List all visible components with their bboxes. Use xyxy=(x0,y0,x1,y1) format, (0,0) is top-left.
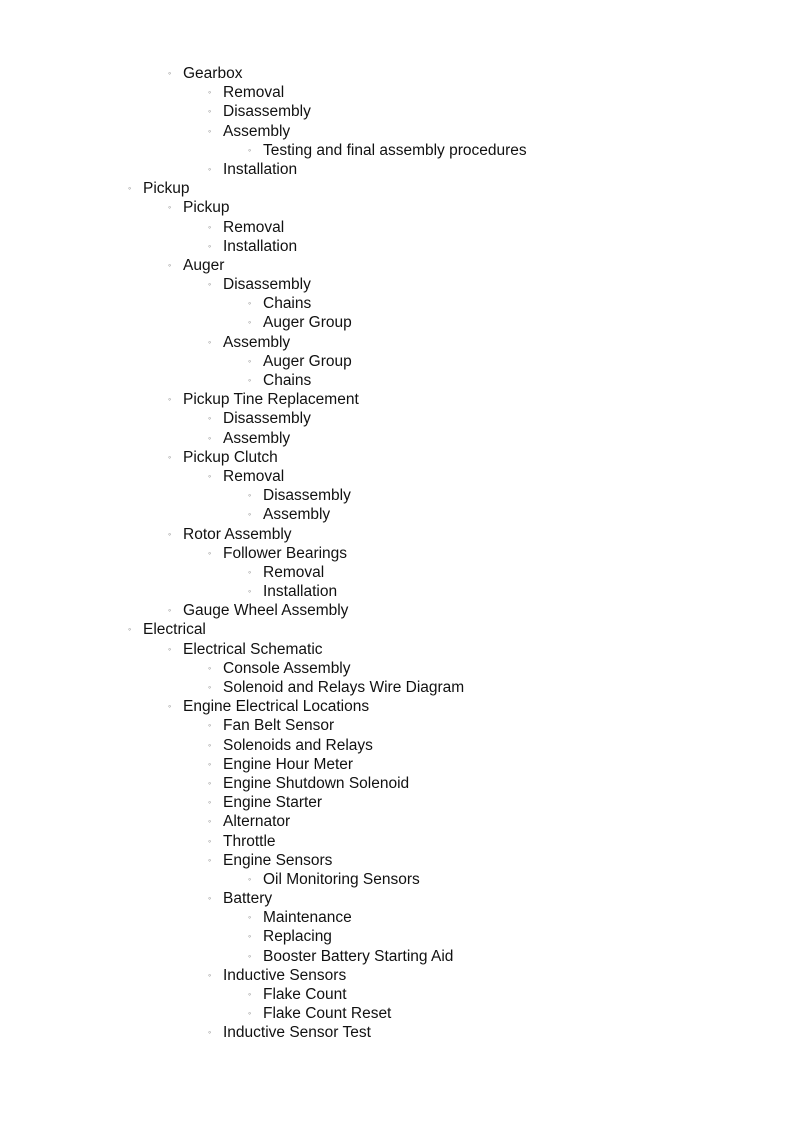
bullet-icon: ◦ xyxy=(208,413,212,424)
bullet-icon: ◦ xyxy=(248,317,252,328)
outline-item-text: Chains xyxy=(263,295,312,313)
bullet-icon: ◦ xyxy=(208,87,212,98)
outline-item-level-3[interactable] xyxy=(0,83,794,102)
outline-item-text: Inductive Sensor Test xyxy=(223,1024,371,1042)
bullet-icon: ◦ xyxy=(248,912,252,923)
outline-item-text: Gauge Wheel Assembly xyxy=(183,602,349,620)
bullet-icon: ◦ xyxy=(208,720,212,731)
outline-list xyxy=(0,64,794,1043)
bullet-icon: ◦ xyxy=(208,758,212,769)
bullet-icon: ◦ xyxy=(248,144,252,155)
outline-item-level-3[interactable] xyxy=(0,1023,794,1042)
outline-item-level-4[interactable] xyxy=(0,947,794,966)
outline-item-level-4[interactable] xyxy=(0,563,794,582)
bullet-icon: ◦ xyxy=(168,605,172,616)
outline-item-text: Pickup xyxy=(143,180,190,198)
outline-item-level-3[interactable] xyxy=(0,544,794,563)
outline-item-level-4[interactable] xyxy=(0,927,794,946)
bullet-icon: ◦ xyxy=(168,68,172,78)
outline-item-level-3[interactable] xyxy=(0,429,794,448)
outline-item-text: Pickup Clutch xyxy=(183,448,278,466)
outline-item-text: Pickup Tine Replacement xyxy=(183,391,359,409)
outline-item-level-3[interactable] xyxy=(0,409,794,428)
outline-item-level-4[interactable] xyxy=(0,505,794,524)
outline-item-level-3[interactable] xyxy=(0,889,794,908)
outline-item-level-3[interactable] xyxy=(0,755,794,774)
outline-item-level-3[interactable] xyxy=(0,774,794,793)
bullet-icon: ◦ xyxy=(248,355,252,366)
bullet-icon: ◦ xyxy=(208,125,212,136)
bullet-icon: ◦ xyxy=(208,739,212,750)
outline-item-text: Solenoids and Relays xyxy=(223,736,373,754)
outline-item-level-4[interactable] xyxy=(0,908,794,927)
outline-item-level-3[interactable] xyxy=(0,793,794,812)
bullet-icon: ◦ xyxy=(208,163,212,174)
bullet-icon: ◦ xyxy=(208,106,212,117)
outline-item-level-3[interactable] xyxy=(0,966,794,985)
outline-item-text: Engine Electrical Locations xyxy=(183,698,370,716)
outline-item-text: Assembly xyxy=(223,429,291,447)
outline-item-level-4[interactable] xyxy=(0,141,794,160)
outline-item-level-4[interactable] xyxy=(0,985,794,1004)
outline-item-text: Rotor Assembly xyxy=(183,525,292,543)
outline-item-text: Removal xyxy=(263,563,325,581)
outline-item-level-4[interactable] xyxy=(0,486,794,505)
bullet-icon: ◦ xyxy=(168,202,172,213)
bullet-icon: ◦ xyxy=(168,528,172,539)
bullet-icon: ◦ xyxy=(168,643,172,654)
outline-item-level-3[interactable] xyxy=(0,218,794,237)
bullet-icon: ◦ xyxy=(248,1008,252,1019)
outline-item-text: Engine Starter xyxy=(223,794,323,812)
outline-item-level-3[interactable] xyxy=(0,122,794,141)
outline-item-level-3[interactable] xyxy=(0,160,794,179)
bullet-icon: ◦ xyxy=(208,835,212,846)
outline-item-text: Solenoid and Relays Wire Diagram xyxy=(223,679,465,696)
bullet-icon: ◦ xyxy=(208,1027,212,1038)
outline-item-text: Assembly xyxy=(223,333,291,351)
outline-item-level-4[interactable] xyxy=(0,313,794,332)
bullet-icon: ◦ xyxy=(248,566,252,577)
outline-item-level-3[interactable] xyxy=(0,812,794,831)
outline-item-text: Disassembly xyxy=(223,103,311,121)
outline-item-text: Assembly xyxy=(223,122,291,140)
bullet-icon: ◦ xyxy=(248,931,252,942)
bullet-icon: ◦ xyxy=(208,547,212,558)
outline-item-text: Console Assembly xyxy=(223,659,351,677)
bullet-icon: ◦ xyxy=(248,873,252,884)
bullet-icon: ◦ xyxy=(208,432,212,443)
outline-item-level-2[interactable] xyxy=(0,601,794,620)
outline-item-level-3[interactable] xyxy=(0,851,794,870)
outline-item-text: Engine Hour Meter xyxy=(223,755,354,773)
outline-item-text: Disassembly xyxy=(223,410,311,428)
outline-item-text: Assembly xyxy=(263,506,331,524)
outline-item-level-4[interactable] xyxy=(0,352,794,371)
outline-item-level-2[interactable] xyxy=(0,390,794,409)
outline-item-level-2[interactable] xyxy=(0,198,794,217)
outline-item-level-3[interactable] xyxy=(0,678,794,697)
outline-item-level-4[interactable] xyxy=(0,371,794,390)
outline-item-level-3[interactable] xyxy=(0,716,794,735)
outline-item-text: Auger Group xyxy=(263,314,352,332)
bullet-icon: ◦ xyxy=(168,394,172,405)
outline-item-text: Flake Count Reset xyxy=(263,1005,392,1023)
bullet-icon: ◦ xyxy=(208,969,212,980)
outline-item-text: Auger xyxy=(183,256,225,274)
bullet-icon: ◦ xyxy=(168,259,172,270)
outline-item-text: Auger Group xyxy=(263,352,352,370)
bullet-icon: ◦ xyxy=(248,490,252,501)
bullet-icon: ◦ xyxy=(248,509,252,520)
outline-item-text: Fan Belt Sensor xyxy=(223,717,335,735)
bullet-icon: ◦ xyxy=(248,375,252,385)
bullet-icon: ◦ xyxy=(248,950,252,961)
outline-item-level-3[interactable] xyxy=(0,102,794,121)
outline-item-text: Engine Shutdown Solenoid xyxy=(223,774,410,792)
outline-item-text: Removal xyxy=(223,218,285,236)
bullet-icon: ◦ xyxy=(208,797,212,808)
outline-item-level-2[interactable] xyxy=(0,640,794,659)
bullet-icon: ◦ xyxy=(208,336,212,347)
outline-item-level-3[interactable] xyxy=(0,832,794,851)
outline-item-text: Chains xyxy=(263,372,312,389)
outline-item-text: Replacing xyxy=(263,928,332,946)
outline-item-text: Engine Sensors xyxy=(223,851,333,869)
outline-item-level-2[interactable] xyxy=(0,448,794,467)
outline-item-text: Disassembly xyxy=(263,487,351,505)
outline-item-text: Oil Monitoring Sensors xyxy=(263,870,420,888)
outline-item-level-2[interactable] xyxy=(0,256,794,275)
bullet-icon: ◦ xyxy=(168,451,172,462)
bullet-icon: ◦ xyxy=(168,701,172,712)
outline-item-text: Flake Count xyxy=(263,986,347,1003)
outline-item-text: Installation xyxy=(263,583,338,601)
outline-item-level-3[interactable] xyxy=(0,237,794,256)
outline-item-level-4[interactable] xyxy=(0,294,794,313)
outline-item-text: Removal xyxy=(223,84,285,102)
outline-item-text: Alternator xyxy=(223,813,291,831)
outline-item-text: Battery xyxy=(223,890,273,908)
outline-item-text: Installation xyxy=(223,237,298,255)
bullet-icon: ◦ xyxy=(208,777,212,788)
outline-item-text: Maintenance xyxy=(263,909,352,927)
outline-item-level-2[interactable] xyxy=(0,64,794,83)
outline-item-level-3[interactable] xyxy=(0,467,794,486)
bullet-icon: ◦ xyxy=(128,624,132,635)
outline-item-text: Testing and final assembly procedures xyxy=(263,141,527,159)
outline-item-level-4[interactable] xyxy=(0,870,794,889)
outline-item-text: Booster Battery Starting Aid xyxy=(263,947,454,965)
outline-item-level-3[interactable] xyxy=(0,275,794,294)
outline-item-text: Installation xyxy=(223,160,298,178)
bullet-icon: ◦ xyxy=(248,298,252,309)
outline-item-text: Electrical Schematic xyxy=(183,640,323,658)
outline-item-text: Disassembly xyxy=(223,276,311,294)
bullet-icon: ◦ xyxy=(128,183,132,194)
bullet-icon: ◦ xyxy=(208,279,212,290)
outline-item-text: Throttle xyxy=(223,832,276,850)
bullet-icon: ◦ xyxy=(208,662,212,673)
outline-item-level-4[interactable] xyxy=(0,1004,794,1023)
outline-item-level-2[interactable] xyxy=(0,697,794,716)
bullet-icon: ◦ xyxy=(248,989,252,999)
outline-item-text: Inductive Sensors xyxy=(223,966,347,984)
bullet-icon: ◦ xyxy=(208,816,212,827)
bullet-icon: ◦ xyxy=(208,893,212,904)
outline-item-text: Electrical xyxy=(143,621,206,639)
bullet-icon: ◦ xyxy=(208,221,212,232)
outline-item-level-1[interactable] xyxy=(0,179,794,198)
bullet-icon: ◦ xyxy=(208,470,212,481)
outline-item-level-4[interactable] xyxy=(0,582,794,601)
outline-item-level-3[interactable] xyxy=(0,736,794,755)
outline-item-level-2[interactable] xyxy=(0,525,794,544)
outline-item-level-3[interactable] xyxy=(0,333,794,352)
bullet-icon: ◦ xyxy=(248,586,252,597)
outline-item-text: Gearbox xyxy=(183,65,243,82)
outline-item-level-1[interactable] xyxy=(0,620,794,639)
bullet-icon: ◦ xyxy=(208,682,212,692)
outline-item-text: Pickup xyxy=(183,199,230,217)
outline-item-level-3[interactable] xyxy=(0,659,794,678)
outline-item-text: Removal xyxy=(223,467,285,485)
outline-item-text: Follower Bearings xyxy=(223,544,348,562)
bullet-icon: ◦ xyxy=(208,240,212,251)
bullet-icon: ◦ xyxy=(208,854,212,865)
